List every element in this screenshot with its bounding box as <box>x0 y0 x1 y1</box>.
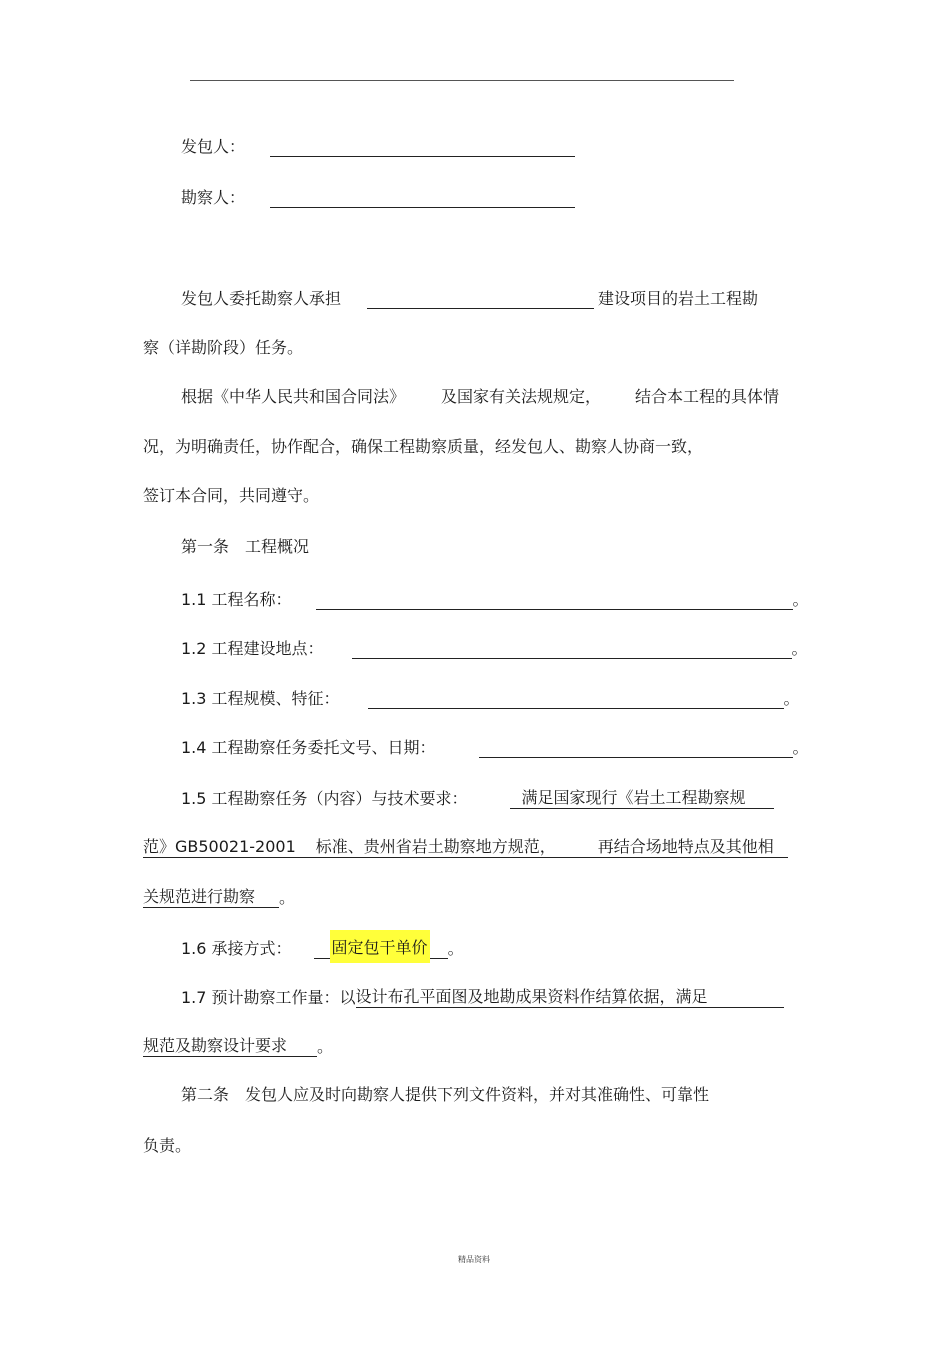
basis-text-a: 根据《中华人民共和国合同法》 <box>181 387 406 406</box>
item-1-7-period: 。 <box>317 1037 334 1056</box>
basis-line-3 <box>143 486 319 506</box>
surveyor-line <box>181 187 575 207</box>
item-1-4-label: 1.4 工程勘察任务委托文号、日期： <box>181 738 436 757</box>
project-name-blank[interactable] <box>367 288 594 309</box>
client-blank[interactable] <box>270 136 575 157</box>
item-1-6-label: 1.6 承接方式： <box>181 939 292 958</box>
basis-text-d: 况，为明确责任，协作配合，确保工程勘察质量，经发包人、勘察人协商一致， <box>143 437 704 456</box>
item-1-2 <box>181 638 808 658</box>
site-location-blank[interactable] <box>352 638 792 659</box>
intro-line-1 <box>181 288 758 308</box>
article-2-text-a: 第二条 发包人应及时向勘察人提供下列文件资料，并对其准确性、可靠性 <box>181 1085 710 1104</box>
surveyor-blank[interactable] <box>270 187 575 208</box>
item-1-3 <box>181 688 800 708</box>
item-1-4-period: 。 <box>792 738 809 757</box>
article-1-heading: 第一条 工程概况 <box>181 537 310 556</box>
item-1-1-label: 1.1 工程名称： <box>181 590 292 609</box>
tech-requirements-a: 满足国家现行《岩土工程勘察规 <box>510 788 774 809</box>
basis-text-e: 签订本合同，共同遵守。 <box>143 486 320 505</box>
project-title-blank[interactable] <box>316 589 793 610</box>
workload-b: 规范及勘察设计要求 <box>143 1036 317 1057</box>
basis-text-c: 结合本工程的具体情 <box>635 387 780 406</box>
item-1-5-period: 。 <box>279 888 296 907</box>
scale-features-blank[interactable] <box>368 688 784 709</box>
item-1-6-period: 。 <box>447 939 464 958</box>
item-1-7-line-1 <box>181 987 784 1007</box>
intro-text-b: 建设项目的岩土工程勘 <box>598 289 759 308</box>
item-1-7-line-2 <box>143 1036 333 1056</box>
workload-a: 设计布孔平面图及地勘成果资料作结算依据，满足 <box>356 987 784 1008</box>
tech-requirements-c: 标准、贵州省岩土勘察地方规范， <box>316 837 568 858</box>
surveyor-label: 勘察人： <box>181 188 246 207</box>
article-1-title <box>181 537 309 557</box>
article-2-text-b: 负责。 <box>143 1136 192 1155</box>
item-1-6 <box>181 938 464 958</box>
tech-requirements-e: 关规范进行勘察 <box>143 887 279 908</box>
contract-mode-field <box>314 938 448 959</box>
client-line <box>181 136 575 156</box>
item-1-5-line-2 <box>143 837 788 857</box>
contract-mode-value: 固定包干单价 <box>330 930 430 963</box>
page-footer: 精品资料 <box>458 1255 490 1264</box>
tech-requirements-d: 再结合场地特点及其他相 <box>568 837 788 858</box>
item-1-2-label: 1.2 工程建设地点： <box>181 639 324 658</box>
intro-line-2 <box>143 338 303 358</box>
tech-requirements-b: 范》GB50021-2001 <box>143 837 316 858</box>
basis-line-2 <box>143 437 703 457</box>
basis-line-1 <box>181 387 779 407</box>
item-1-5-line-1 <box>181 788 774 808</box>
intro-text-c: 察（详勘阶段）任务。 <box>143 338 304 357</box>
item-1-7-label: 1.7 预计勘察工作量：以 <box>181 988 356 1007</box>
item-1-1-period: 。 <box>792 590 809 609</box>
item-1-1 <box>181 589 809 609</box>
item-1-3-period: 。 <box>783 689 800 708</box>
item-1-3-label: 1.3 工程规模、特征： <box>181 689 340 708</box>
item-1-4 <box>181 737 809 757</box>
item-1-2-period: 。 <box>791 639 808 658</box>
header-rule <box>190 80 734 81</box>
item-1-5-line-3 <box>143 887 295 907</box>
basis-text-b: 及国家有关法规规定， <box>441 387 602 406</box>
commission-doc-blank[interactable] <box>479 737 793 758</box>
intro-text-a: 发包人委托勘察人承担 <box>181 289 342 308</box>
article-2-line-1 <box>181 1085 709 1105</box>
client-label: 发包人： <box>181 137 246 156</box>
item-1-5-label: 1.5 工程勘察任务（内容）与技术要求： <box>181 789 468 808</box>
article-2-line-2 <box>143 1136 191 1156</box>
